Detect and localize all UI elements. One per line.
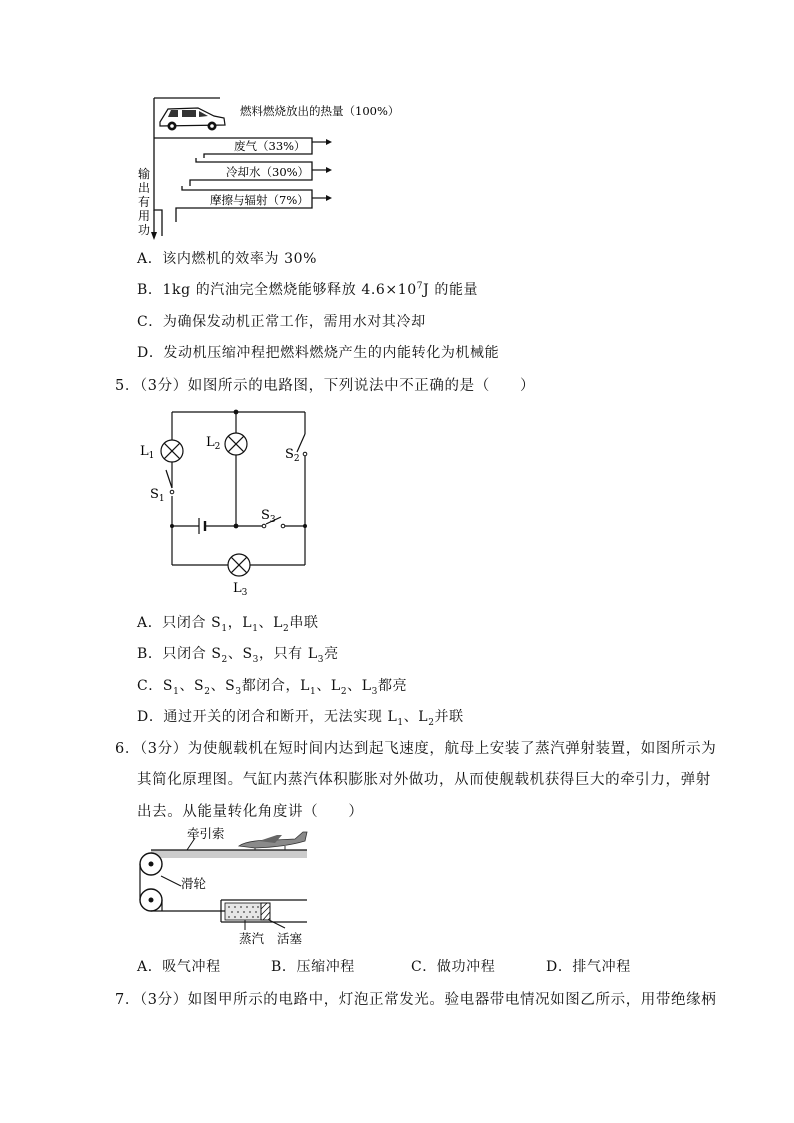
lamp-l3-icon xyxy=(228,554,250,576)
lamp-l1-icon xyxy=(161,440,183,462)
pulley-top-icon xyxy=(140,853,162,875)
q6-option-d[interactable]: D．排气冲程 xyxy=(546,959,631,975)
q5-option-b[interactable]: B．只闭合 $S_2$、$S_3$，只有 $L_3$亮 xyxy=(137,646,339,665)
q5-option-d[interactable]: D．通过开关的闭合和断开，无法实现 $L_1$、$L_2$并联 xyxy=(137,709,464,728)
label-pulley: 滑轮 xyxy=(181,876,207,891)
q5-option-c[interactable]: C．$S_1$、$S_2$、$S_3$都闭合，$L_1$、$L_2$、$L_3$都亮 xyxy=(137,678,408,697)
exhaust-label: 废气（33%） xyxy=(234,139,306,153)
q6-stem-line1: 6．（3分）为使舰载机在短时间内达到起飞速度，航母上安装了蒸汽弹射装置，如图所示为 xyxy=(115,741,717,757)
label-l3: $L_3$ xyxy=(233,581,248,598)
output-char: 用 xyxy=(138,209,151,223)
q4-option-b-exponent: 7 xyxy=(416,281,424,292)
output-char: 有 xyxy=(138,195,151,209)
q5-circuit-diagram xyxy=(135,400,325,600)
switch-s1-blade xyxy=(166,470,172,488)
q4-option-b-text: B．1kg 的汽油完全燃烧能够释放 4.6×10 xyxy=(137,282,417,298)
q6-option-a[interactable]: A．吸气冲程 xyxy=(137,959,221,975)
q7-stem-line1: 7．（3分）如图甲所示的电路中，灯泡正常发光。验电器带电情况如图乙所示，用带绝缘柄 xyxy=(115,992,717,1008)
label-cable: 牵引索 xyxy=(187,826,225,841)
q5-option-a[interactable]: A．只闭合 $S_1$，$L_1$、$L_2$串联 xyxy=(137,615,319,634)
q4-option-b-unit: J 的能量 xyxy=(423,282,479,298)
label-l1: $L_1$ xyxy=(140,444,155,461)
q4-option-c[interactable]: C．为确保发动机正常工作，需用水对其冷却 xyxy=(137,314,426,330)
friction-radiation-label: 摩擦与辐射（7%） xyxy=(210,193,309,207)
q6-option-b[interactable]: B．压缩冲程 xyxy=(271,959,355,975)
label-steam: 蒸汽 xyxy=(239,931,265,946)
lamp-l2-icon xyxy=(225,433,247,455)
q6-catapult-diagram xyxy=(135,826,315,950)
q4-option-b[interactable] xyxy=(137,279,478,299)
q4-option-d[interactable]: D．发动机压缩冲程把燃料燃烧产生的内能转化为机械能 xyxy=(137,345,500,361)
cooling-water-label: 冷却水（30%） xyxy=(226,165,310,179)
q6-stem-line3: 出去。从能量转化角度讲（ ） xyxy=(137,804,364,820)
label-s1: $S_1$ xyxy=(150,487,165,504)
q4-option-a[interactable]: A．该内燃机的效率为 30% xyxy=(137,251,318,267)
output-char: 功 xyxy=(138,223,151,237)
output-char: 出 xyxy=(138,181,151,195)
fuel-heat-label: 燃料燃烧放出的热量（100%） xyxy=(240,104,400,118)
airplane-icon xyxy=(239,832,307,850)
label-s3: $S_3$ xyxy=(261,508,276,525)
pulley-bottom-icon xyxy=(140,889,162,911)
label-piston: 活塞 xyxy=(277,931,303,946)
q6-stem-line2: 其简化原理图。气缸内蒸汽体积膨胀对外做功，从而使舰载机获得巨大的牵引力，弹射 xyxy=(137,772,711,788)
label-l2: $L_2$ xyxy=(206,435,221,452)
label-s2: $S_2$ xyxy=(285,447,300,464)
output-char: 输 xyxy=(138,167,151,181)
engine-energy-figure xyxy=(130,92,400,244)
q5-stem: 5．（3分）如图所示的电路图，下列说法中不正确的是（ ） xyxy=(115,378,536,394)
q6-option-c[interactable]: C．做功冲程 xyxy=(411,959,496,975)
car-icon xyxy=(160,108,225,131)
